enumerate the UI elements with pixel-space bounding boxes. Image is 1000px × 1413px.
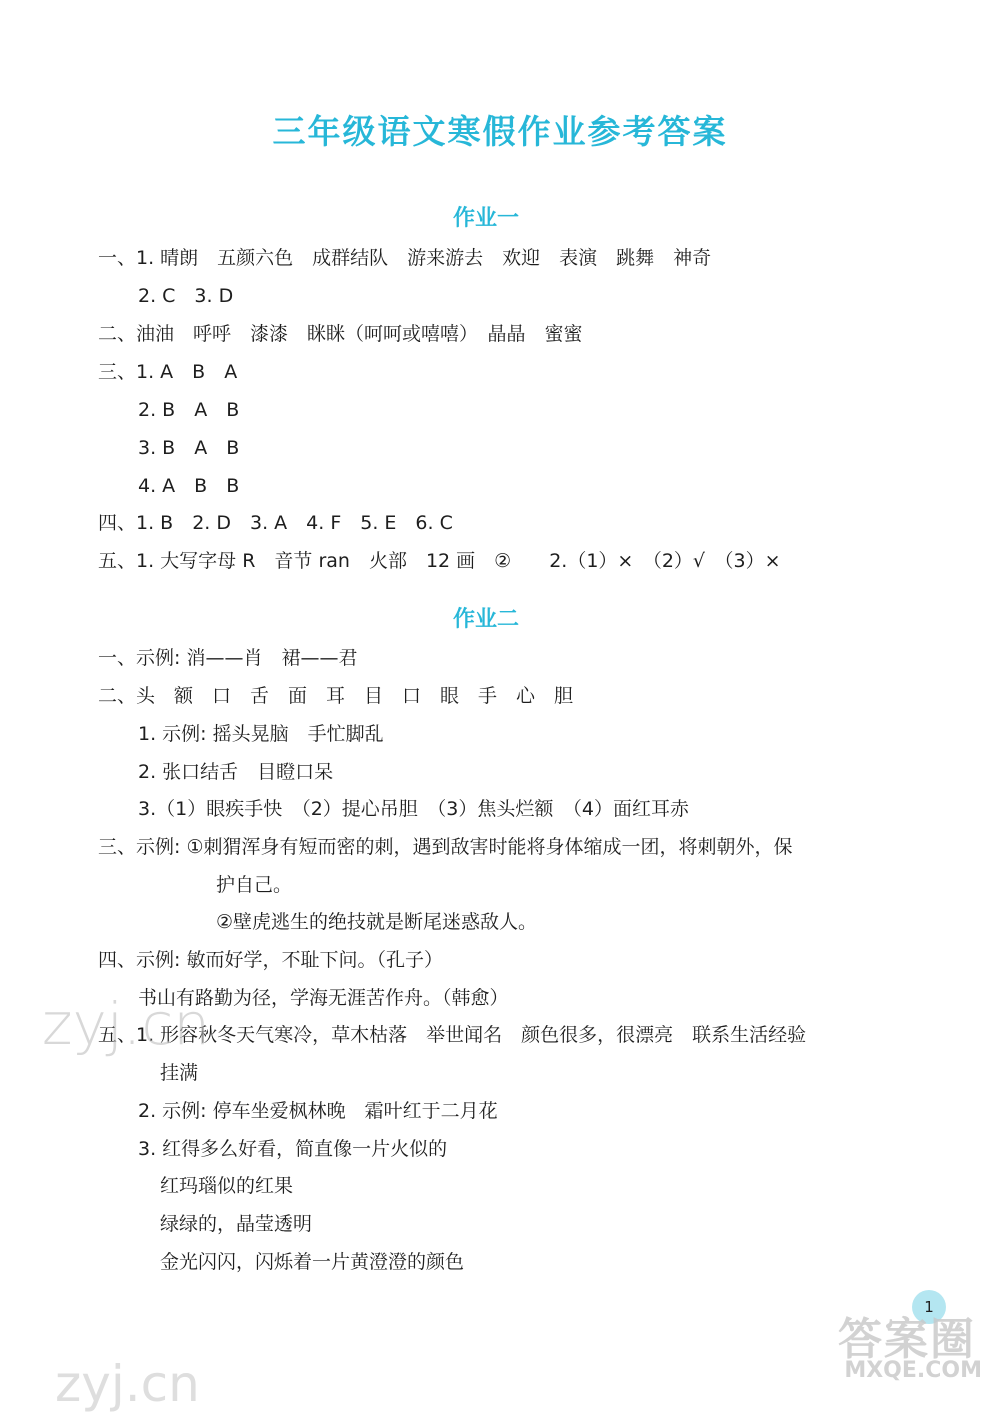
watermark-left: zyj.cn xyxy=(42,990,210,1058)
answer-line: 4. A B B xyxy=(138,475,240,497)
answer-line: 2. 示例: 停车坐爱枫林晚 霜叶红于二月花 xyxy=(138,1100,498,1122)
watermark-corner-text: 答案圈 xyxy=(838,1314,976,1365)
answer-line: 四、示例: 敏而好学，不耻下问。（孔子） xyxy=(98,949,443,971)
page-title: 三年级语文寒假作业参考答案 xyxy=(272,112,728,151)
answer-line: ②壁虎逃生的绝技就是断尾迷惑敌人。 xyxy=(216,911,538,933)
answer-line: 2. C 3. D xyxy=(138,285,234,307)
answer-line: 1. 示例: 摇头晃脑 手忙脚乱 xyxy=(138,723,384,745)
answer-line: 金光闪闪，闪烁着一片黄澄澄的颜色 xyxy=(160,1251,465,1273)
answer-line: 二、油油 呼呼 漆漆 眯眯（呵呵或嘻嘻） 晶晶 蜜蜜 xyxy=(98,323,583,345)
answer-line: 四、1. B 2. D 3. A 4. F 5. E 6. C xyxy=(98,512,453,534)
answer-line: 五、1. 大写字母 R 音节 ran 火部 12 画 ② 2.（1）× （2）√ （3）× xyxy=(98,550,781,572)
answer-line: 护自己。 xyxy=(216,874,293,896)
section-heading-1: 作业一 xyxy=(452,206,519,231)
answer-line: 绿绿的，晶莹透明 xyxy=(160,1213,313,1235)
answer-line: 书山有路勤为径，学海无涯苦作舟。（韩愈） xyxy=(138,987,509,1009)
watermark-bottom-left: zyj.cn xyxy=(55,1355,200,1413)
answer-line: 3.（1）眼疾手快 （2）提心吊胆 （3）焦头烂额 （4）面红耳赤 xyxy=(138,798,689,820)
answer-line: 一、1. 晴朗 五颜六色 成群结队 游来游去 欢迎 表演 跳舞 神奇 xyxy=(98,247,712,269)
answer-line: 2. B A B xyxy=(138,399,240,421)
answer-line: 二、头 额 口 舌 面 耳 目 口 眼 手 心 胆 xyxy=(98,685,574,707)
page-number: 1 xyxy=(918,1294,940,1320)
answer-line: 挂满 xyxy=(160,1062,199,1084)
watermark-corner xyxy=(812,1303,982,1383)
answer-line: 红玛瑙似的红果 xyxy=(160,1175,294,1197)
answer-line: 2. 张口结舌 目瞪口呆 xyxy=(138,761,334,783)
answer-line: 3. 红得多么好看，简直像一片火似的 xyxy=(138,1138,448,1160)
answer-line: 五、1. 形容秋冬天气寒冷，草木枯落 举世闻名 颜色很多，很漂亮 联系生活经验 xyxy=(98,1024,807,1046)
answer-line: 一、示例: 消——肖 裙——君 xyxy=(98,647,358,669)
section-heading-2: 作业二 xyxy=(452,607,519,632)
answer-line: 三、1. A B A xyxy=(98,361,238,383)
answer-line: 三、示例: ①刺猬浑身有短而密的刺，遇到敌害时能将身体缩成一团，将刺朝外，保 xyxy=(98,836,793,858)
answer-line: 3. B A B xyxy=(138,437,240,459)
watermark-corner-url: MXQE.COM xyxy=(844,1358,982,1383)
